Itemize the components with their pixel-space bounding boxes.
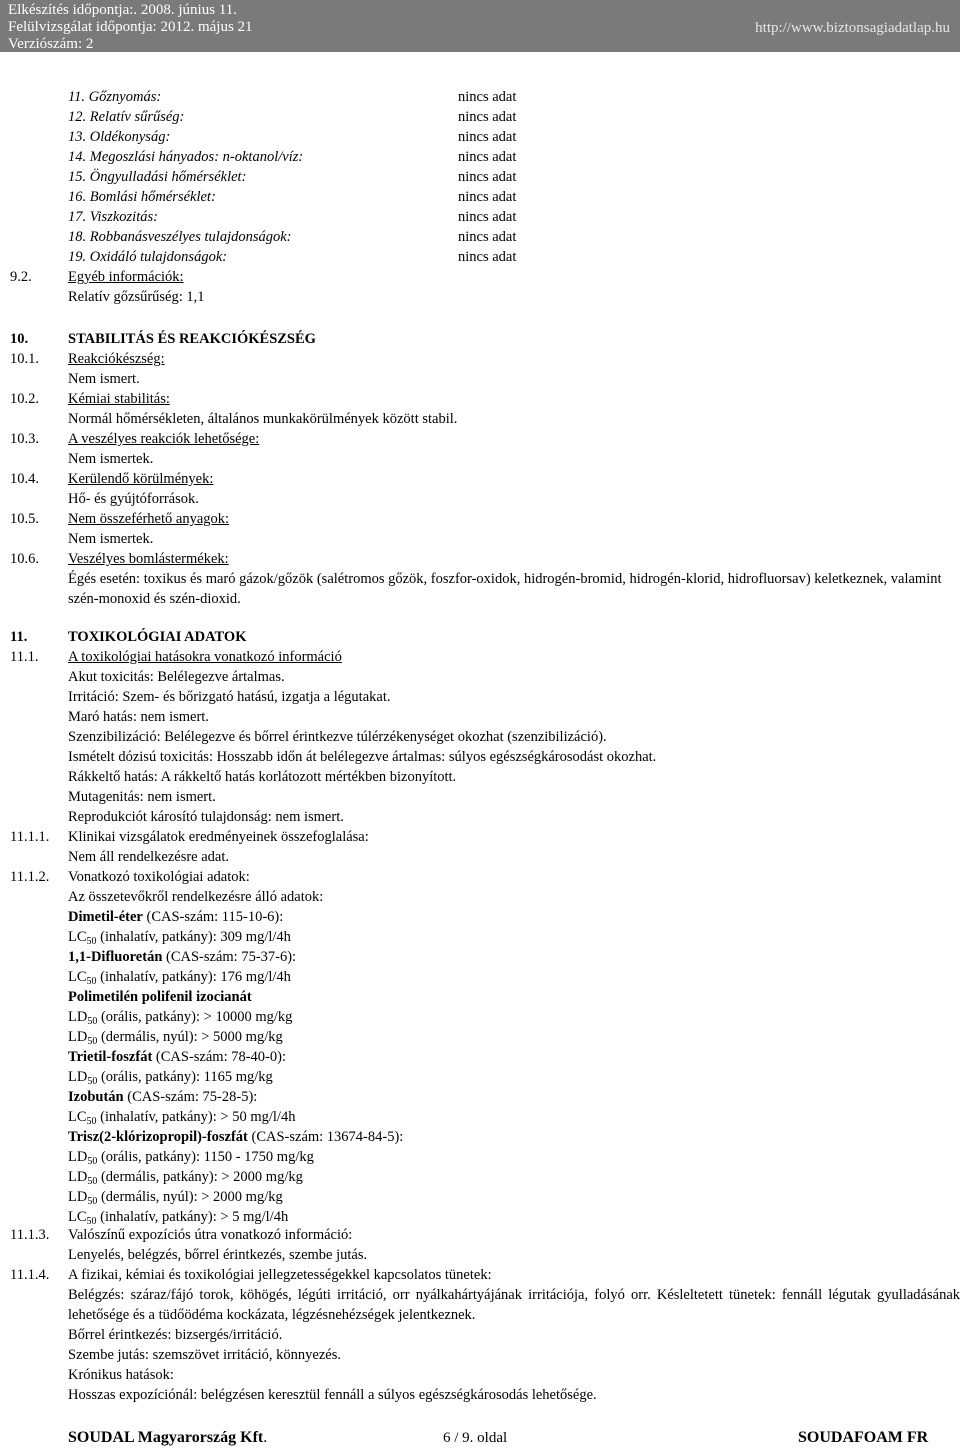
substance-cas: (CAS-szám: 78-40-0): [152,1049,286,1065]
text-content: Ismételt dózisú toxicitás: Hosszabb időn át belélegezve ártalmas: súlyos egészségkárosodást okozhat. [68,749,657,765]
chapter-number: 10. [10,331,29,347]
tox-measure: LC [68,1209,87,1225]
document-header [0,0,960,52]
symptoms-paragraph: Belégzés: száraz/fájó torok, köhögés, légúti irritáció, orr nyálkahártyájának irritációja, folyó orr. Késleltetett tünetek: fennáll légutak gyulladásának lehetősége és a tüdőödéma kockázata, légzésnehézségek jelentkeznek. [68,1287,960,1323]
subsection-title: Vonatkozó toxikológiai adatok: [68,869,250,885]
tox-subscript: 50 [86,976,97,987]
tox-subscript: 50 [87,1016,98,1027]
property-value: nincs adat [458,229,517,245]
subsection-number: 10.4. [10,471,39,487]
footer-product-name: SOUDAFOAM FR [798,1429,929,1446]
tox-value [68,1027,283,1047]
tox-subscript: 50 [87,1196,98,1207]
tox-subscript: 50 [87,1176,98,1187]
text-content: Maró hatás: nem ismert. [68,709,209,725]
subsection-number: 11.1.2. [10,869,50,885]
section-title: Egyéb információk: [68,269,184,285]
substance-line [68,1087,257,1107]
subsection-number: 10.1. [10,351,39,367]
property-number: 17. [68,209,87,225]
substance-cas: (CAS-szám: 75-28-5): [123,1089,258,1105]
text-content: Az összetevőkről rendelkezésre álló adatok: [68,889,324,905]
tox-measure: LD [68,1029,88,1045]
tox-measure: LC [68,969,87,985]
footer-page-number: 6 / 9. oldal [443,1430,508,1446]
text-content: Reprodukciót károsító tulajdonság: nem ismert. [68,809,344,825]
property-number: 13. [68,129,87,145]
tox-subscript: 50 [87,1036,98,1047]
text-content: Akut toxicitás: Belélegezve ártalmas. [68,669,285,685]
tox-detail: (orális, patkány): > 10000 mg/kg [97,1009,293,1025]
tox-value [68,1007,292,1027]
property-label [68,107,184,127]
subsection-title: Nem összeférhető anyagok: [68,511,230,527]
substance-cas: (CAS-szám: 75-37-6): [162,949,297,965]
subsection-text-content: Nem ismertek. [68,451,154,467]
substance-line [68,987,252,1007]
text-content: Szenzibilizáció: Belélegezve és bőrrel érintkezve túlérzékenységet okozhat (szenzibilizáció). [68,729,607,745]
text-content: Bőrrel érintkezés: bizsergés/irritáció. [68,1327,283,1343]
substance-cas: (CAS-szám: 13674-84-5): [247,1129,404,1145]
subsection-title: Kémiai stabilitás: [68,391,170,407]
tox-detail: (inhalatív, patkány): > 5 mg/l/4h [96,1209,289,1225]
tox-value [68,1187,283,1207]
tox-value [68,927,291,947]
property-label [68,167,246,187]
section-number: 9.2. [10,269,32,285]
tox-measure: LD [68,1189,88,1205]
text-content: Rákkeltő hatás: A rákkeltő hatás korlátozott mértékben bizonyított. [68,769,457,785]
text-content: Nem áll rendelkezésre adat. [68,849,230,865]
subsection-title: Kerülendő körülmények: [68,471,214,487]
section-text-content: Relatív gőzsűrűség: 1,1 [68,289,205,305]
tox-detail: (dermális, nyúl): > 5000 mg/kg [97,1029,283,1045]
subsection-number: 10.6. [10,551,39,567]
property-label [68,227,292,247]
subsection-paragraph: Égés esetén: toxikus és maró gázok/gőzök (salétromos gőzök, foszfor-oxidok, hidrogén-bromid, hidrogén-klorid, hidrofluorsav) keletkeznek, valamint szén-monoxid és szén-dioxid. [68,571,942,607]
tox-detail: (orális, patkány): 1150 - 1750 mg/kg [97,1149,314,1165]
tox-subscript: 50 [86,936,97,947]
text-content: Szembe jutás: szemszövet irritáció, könnyezés. [68,1347,341,1363]
tox-measure: LD [68,1009,88,1025]
tox-measure: LC [68,1109,87,1125]
tox-value [68,967,291,987]
tox-detail: (dermális, patkány): > 2000 mg/kg [97,1169,303,1185]
substance-line [68,907,283,927]
chapter-number: 11. [10,629,28,645]
text-content: Lenyelés, belégzés, bőrrel érintkezés, szembe jutás. [68,1247,368,1263]
tox-measure: LC [68,929,87,945]
property-label [68,87,161,107]
tox-measure: LD [68,1169,88,1185]
chapter-title: STABILITÁS ÉS REAKCIÓKÉSZSÉG [68,331,316,347]
subsection-title: A veszélyes reakciók lehetősége: [68,431,260,447]
property-value: nincs adat [458,249,517,265]
property-value: nincs adat [458,129,517,145]
property-value: nincs adat [458,189,517,205]
text-content: Irritáció: Szem- és bőrizgató hatású, izgatja a légutakat. [68,689,391,705]
property-number: 18. [68,229,87,245]
subsection-title: Veszélyes bomlástermékek: [68,551,229,567]
substance-cas: (CAS-szám: 115-10-6): [142,909,284,925]
tox-subscript: 50 [87,1156,98,1167]
subsection-number: 10.5. [10,511,39,527]
subsection-title: A toxikológiai hatásokra vonatkozó információ [68,649,342,665]
subsection-text-content: Normál hőmérsékleten, általános munkakörülmények között stabil. [68,411,458,427]
substance-name: Polimetilén polifenil izocianát [68,989,252,1005]
tox-detail: (inhalatív, patkány): 176 mg/l/4h [96,969,291,985]
property-label [68,147,303,167]
property-label [68,247,227,267]
subsection-title: Reakciókészség: [68,351,165,367]
property-number: 16. [68,189,87,205]
substance-line [68,947,296,967]
header-revision-date: Felülvizsgálat időpontja: 2012. május 21 [8,19,253,35]
property-number: 19. [68,249,87,265]
subsection-title: Klinikai vizsgálatok eredményeinek összefoglalása: [68,829,369,845]
tox-value [68,1167,303,1187]
substance-line [68,1047,286,1067]
substance-name: Trisz(2-klórizopropil)-foszfát [68,1129,248,1145]
tox-subscript: 50 [87,1076,98,1087]
tox-subscript: 50 [86,1116,97,1127]
subsection-title: Valószínű expozíciós útra vonatkozó információ: [68,1227,353,1243]
property-value: nincs adat [458,149,517,165]
text-content: Hosszas expozíciónál: belégzésen keresztül fennáll a súlyos egészségkárosodás lehetősége. [68,1387,597,1403]
property-label [68,127,170,147]
substance-name: 1,1-Difluoretán [68,949,163,965]
footer-company: SOUDAL Magyarország Kft. [68,1429,268,1446]
property-name: Oldékonyság: [89,129,171,145]
tox-detail: (dermális, nyúl): > 2000 mg/kg [97,1189,283,1205]
subsection-number: 11.1.4. [10,1267,50,1283]
tox-value [68,1147,314,1167]
property-value: nincs adat [458,109,517,125]
subsection-text-content: Hő- és gyújtóforrások. [68,491,199,507]
tox-detail: (orális, patkány): 1165 mg/kg [97,1069,273,1085]
chapter-title: TOXIKOLÓGIAI ADATOK [68,629,247,645]
tox-value [68,1067,273,1087]
property-label [68,207,158,227]
property-name: Relatív sűrűség: [89,109,185,125]
subsection-title: A fizikai, kémiai és toxikológiai jellegzetességekkel kapcsolatos tünetek: [68,1267,492,1283]
header-url: http://www.biztonsagiadatlap.hu [755,20,950,36]
tox-measure: LD [68,1149,88,1165]
property-name: Robbanásveszélyes tulajdonságok: [89,229,292,245]
subsection-number: 10.3. [10,431,39,447]
tox-subscript: 50 [86,1216,97,1227]
substance-name: Trietil-foszfát [68,1049,153,1065]
property-name: Oxidáló tulajdonságok: [89,249,228,265]
substance-line [68,1127,403,1147]
property-name: Öngyulladási hőmérséklet: [89,169,247,185]
subsection-number: 11.1.3. [10,1227,50,1243]
text-content: Mutagenitás: nem ismert. [68,789,216,805]
property-value: nincs adat [458,209,517,225]
property-number: 12. [68,109,87,125]
property-number: 15. [68,169,87,185]
subsection-number: 11.1.1. [10,829,50,845]
property-number: 14. [68,149,87,165]
property-name: Megoszlási hányados: n-oktanol/víz: [89,149,304,165]
property-name: Gőznyomás: [88,89,162,105]
tox-value [68,1107,295,1127]
subsection-number: 10.2. [10,391,39,407]
header-created-date: Elkészítés időpontja:. 2008. június 11. [8,2,238,18]
tox-value [68,1207,288,1227]
property-number: 11. [68,89,86,105]
substance-name: Dimetil-éter [68,909,143,925]
substance-name: Izobután [68,1089,124,1105]
property-name: Bomlási hőmérséklet: [89,189,216,205]
subsection-text-content: Nem ismertek. [68,531,154,547]
tox-detail: (inhalatív, patkány): 309 mg/l/4h [96,929,291,945]
header-version: Verziószám: 2 [8,36,94,52]
subsection-text-content: Nem ismert. [68,371,140,387]
property-name: Viszkozitás: [89,209,158,225]
tox-detail: (inhalatív, patkány): > 50 mg/l/4h [96,1109,296,1125]
property-value: nincs adat [458,169,517,185]
text-content: Krónikus hatások: [68,1367,174,1383]
property-value: nincs adat [458,89,517,105]
subsection-number: 11.1. [10,649,39,665]
property-label [68,187,216,207]
tox-measure: LD [68,1069,88,1085]
